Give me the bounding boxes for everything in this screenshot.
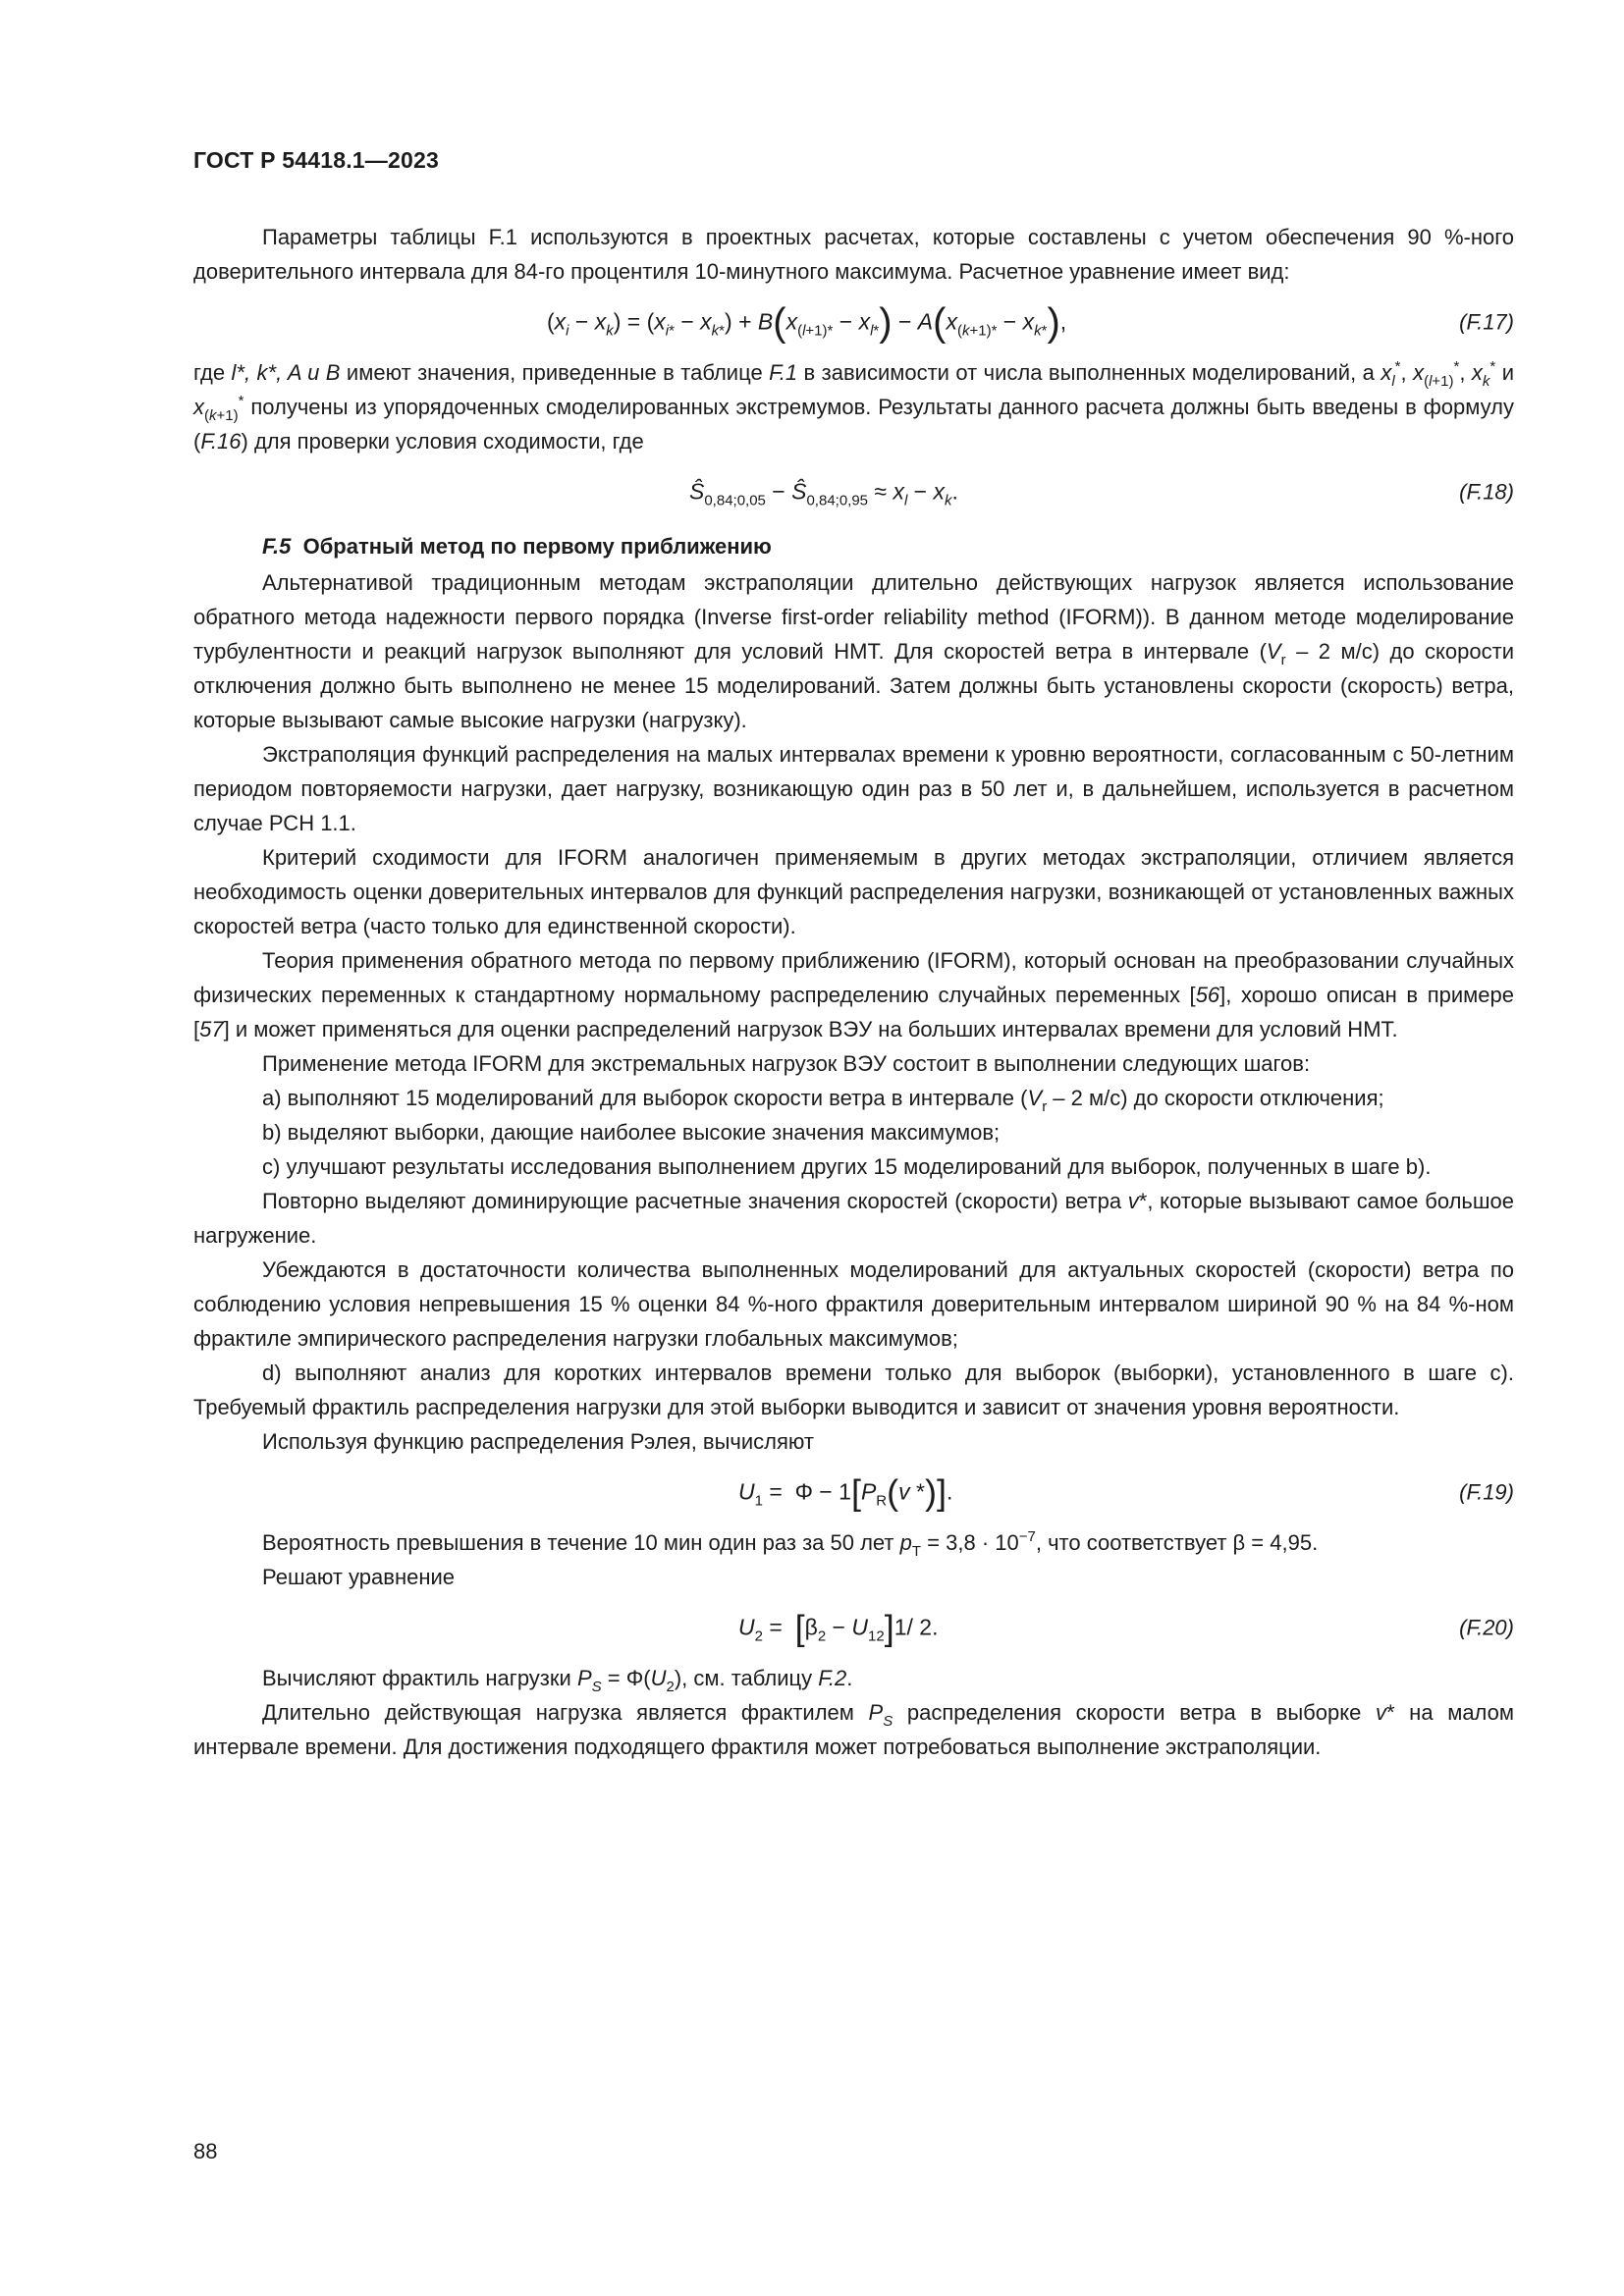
equation-f17-expression: $(x_i - x_k) = (x_{i*} - x_{k*}) + B(x_{(l+1)*} - x_{l*}) - A(x_{(k+1)*} - x_{k*})$, — [547, 300, 1067, 345]
page-content — [193, 220, 1514, 1764]
paragraph-steps-intro: Применение метода IFORM для экстремальных нагрузок ВЭУ состоит в выполнении следующих шагов: — [262, 1051, 1311, 1076]
paragraph-table-params: Параметры таблицы F.1 используются в проектных расчетах, которые составлены с учетом обеспечения 90 %-ного доверительного интервала для 84-го процентиля 10-минутного максимума. Расчетное уравнение имеет вид: — [193, 225, 1514, 284]
equation-f20-number: (F.20) — [1459, 1615, 1514, 1640]
list-item-a: a) выполняют 15 моделирований для выборок скорости ветра в интервале ($V_r - 2$ м/с) до скорости отключения; — [262, 1086, 1384, 1115]
list-item-b: b) выделяют выборки, дающие наиболее высокие значения максимумов; — [262, 1120, 1001, 1145]
list-item-c: c) улучшают результаты исследования выполнением других 15 моделирований для выборок, полученных в шаге b). — [262, 1154, 1432, 1179]
paragraph-convergence: Критерий сходимости для IFORM аналогичен применяемым в других методах экстраполяции, отличием является необходимость оценки доверительных интервалов для функций распределения нагрузки, возникающей от установленных важных скоростей ветра (часто только для единственной скорости). — [193, 845, 1514, 938]
document-header: ГОСТ Р 54418.1—2023 — [193, 147, 439, 173]
equation-f18 — [193, 460, 1514, 523]
equation-f17-number: (F.17) — [1459, 309, 1514, 335]
equation-f19 — [193, 1461, 1514, 1523]
paragraph-rayleigh: Используя функцию распределения Рэлея, вычисляют — [262, 1429, 815, 1454]
paragraph-probability: Вероятность превышения в течение 10 мин один раз за 50 лет $p_T = 3,8 \cdot 10^{-7}$, что соответствует β = 4,95. — [262, 1528, 1319, 1560]
paragraph-fractile: Вычисляют фрактиль нагрузки $P_S = \Phi(U_2)$, см. таблицу F.2. — [262, 1666, 853, 1695]
equation-f17 — [193, 291, 1514, 353]
page-number: 88 — [193, 2139, 218, 2163]
paragraph-extrapolation: Экстраполяция функций распределения на малых интервалах времени к уровню вероятности, согласованным с 50-летним периодом повторяемости нагрузки, дает нагрузку, возникающую один раз в 50 лет и, в дальнейшем, используется в расчетном случае РСН 1.1. — [193, 742, 1514, 835]
paragraph-solve: Решают уравнение — [262, 1565, 456, 1589]
equation-f19-expression: $U_1 = \Phi - 1[P_R(v$ *)]. — [738, 1471, 953, 1513]
paragraph-iform-intro: Альтернативой традиционным методам экстраполяции длительно действующих нагрузок является использование обратного метода надежности первого порядка (Inverse first-order reliability method (IFORM)). В данном методе моделирование турбулентности и реакций нагрузок выполняют для условий НМТ. Для скоростей ветра в интервале ($V_r - 2$ м/с) до скорости отключения должно быть выполнено не менее 15 моделирований. Затем должны быть установлены скорости (скорость) ветра, которые вызывают самые высокие нагрузки (нагрузку). — [193, 570, 1514, 732]
equation-f18-number: (F.18) — [1459, 479, 1514, 505]
equation-f20-expression: $U_2 = [\beta_2 - U_{12}]1/$ 2. — [738, 1607, 939, 1648]
paragraph-long-term-load: Длительно действующая нагрузка является фрактилем $P_S$ распределения скорости ветра в выборке v* на малом интервале времени. Для достижения подходящего фрактиля может потребоваться выполнение экстраполяции. — [193, 1700, 1515, 1759]
paragraph-where: где l*, k*, A и B имеют значения, приведенные в таблице F.1 в зависимости от числа выполненных моделирований, а $x_l^*$, $x_{(l+1)}^*$, $x_k^*$ и $x_{(k+1)}^*$ получены из упорядоченных смоделированных экстремумов. Результаты данного расчета должны быть введены в формулу (F.16) для проверки условия сходимости, где — [193, 358, 1514, 454]
paragraph-dominant-speeds: Повторно выделяют доминирующие расчетные значения скоростей (скорости) ветра v*, которые вызывают самое большое нагружение. — [193, 1189, 1514, 1248]
list-item-d: d) выполняют анализ для коротких интервалов времени только для выборок (выборки), установленного в шаге c). Требуемый фрактиль распределения нагрузки для этой выборки выводится и зависит от значения уровня вероятности. — [193, 1361, 1514, 1419]
section-heading: F.5 Обратный метод по первому приближению — [262, 534, 772, 559]
paragraph-theory: Теория применения обратного метода по первому приближению (IFORM), который основан на преобразовании случайных физических переменных к стандартному нормальному распределению случайных переменных [56], хорошо описан в примере [57] и может применяться для оценки распределений нагрузок ВЭУ на больших интервалах времени для условий НМТ. — [193, 948, 1514, 1041]
equation-f18-expression: $Ŝ_{0,84;0,05}$ − $Ŝ_{0,84;0,95} \approx x_l - x_k$. — [689, 478, 958, 509]
paragraph-sufficiency: Убеждаются в достаточности количества выполненных моделирований для актуальных скоростей (скорости) ветра по соблюдению условия непревышения 15 % оценки 84 %-ного фрактиля доверительным интервалом шириной 90 % на 84 %-ном фрактиле эмпирического распределения нагрузки глобальных максимумов; — [193, 1257, 1514, 1351]
equation-f20 — [193, 1596, 1514, 1659]
equation-f19-number: (F.19) — [1459, 1479, 1514, 1505]
